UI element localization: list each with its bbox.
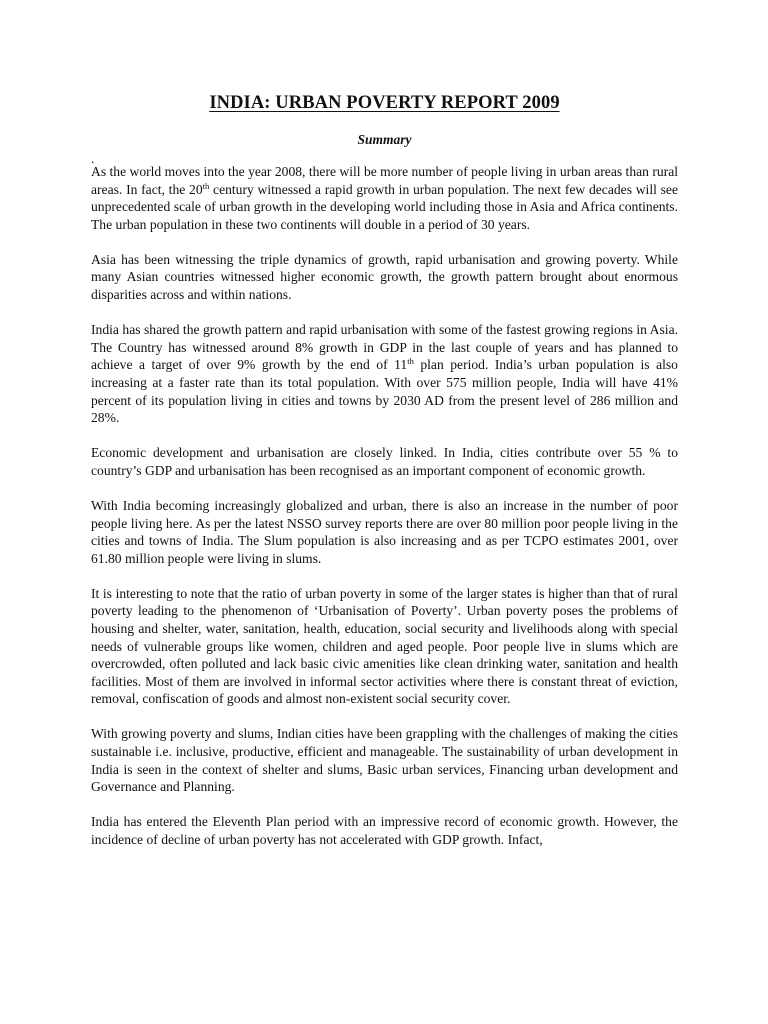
paragraph-asia-dynamics: Asia has been witnessing the triple dynamics of growth, rapid urbanisation and growing poverty. While many Asian countries witnessed higher economic growth, the growth pattern brought about enormous disparities across and within nations. — [91, 251, 678, 303]
document-page — [91, 92, 678, 866]
paragraph-urbanisation-of-poverty: It is interesting to note that the ratio of urban poverty in some of the larger states is higher than that of rural poverty leading to the phenomenon of ‘Urbanisation of Poverty’. Urban poverty poses the problems of housing and shelter, water, sanitation, health, education, social security and livelihoods along with special needs of vulnerable groups like women, children and aged people. Poor people live in slums which are overcrowded, often polluted and lack basic civic amenities like clean drinking water, sanitation and health facilities. Most of them are involved in informal sector activities where there is constant threat of eviction, removal, confiscation of goods and almost non-existent social security cover. — [91, 585, 678, 707]
paragraph-urban-poor: With India becoming increasingly globalized and urban, there is also an increase in the number of poor people living here. As per the latest NSSO survey reports there are over 80 million poor people living in the cities and towns of India. The Slum population is also increasing and as per TCPO estimates 2001, over 61.80 million people were living in slums. — [91, 497, 678, 566]
paragraph-eleventh-plan: India has entered the Eleventh Plan period with an impressive record of economic growth. However, the incidence of decline of urban poverty has not accelerated with GDP growth. Infact, — [91, 814, 678, 847]
section-heading-summary: Summary — [357, 132, 412, 147]
document-title: INDIA: URBAN POVERTY REPORT 2009 — [209, 93, 560, 113]
paragraph-india-growth: India has shared the growth pattern and rapid urbanisation with some of the fastest growing regions in Asia. The Country has witnessed around 8% growth in GDP in the last couple of years and has planned to achieve a target of over 9% growth by the end of 11th plan period. India’s urban population is also increasing at a faster rate than its total population. With over 575 million people, India will have 41% percent of its population living in cities and towns by 2030 AD from the present level of 286 million and 28%. — [91, 322, 678, 426]
paragraph-urban-growth: As the world moves into the year 2008, there will be more number of people living in urban areas than rural areas. In fact, the 20th century witnessed a rapid growth in urban population. The next few decades will see unprecedented scale of urban growth in the developing world including those in Asia and Africa continents. The urban population in these two continents will double in a period of 30 years. — [91, 164, 679, 232]
superscript-th: th — [202, 180, 210, 191]
stray-period-mark: . — [91, 151, 95, 166]
paragraph-sustainability: With growing poverty and slums, Indian cities have been grappling with the challenges of making the cities sustainable i.e. inclusive, productive, efficient and manageable. The sustainability of urban development in India is seen in the context of shelter and slums, Basic urban services, Financing urban development and Governance and Planning. — [91, 726, 678, 795]
superscript-th: th — [407, 356, 414, 367]
paragraph-economic-development: Economic development and urbanisation are closely linked. In India, cities contribute over 55 % to country’s GDP and urbanisation has been recognised as an important component of economic growth. — [91, 445, 678, 478]
